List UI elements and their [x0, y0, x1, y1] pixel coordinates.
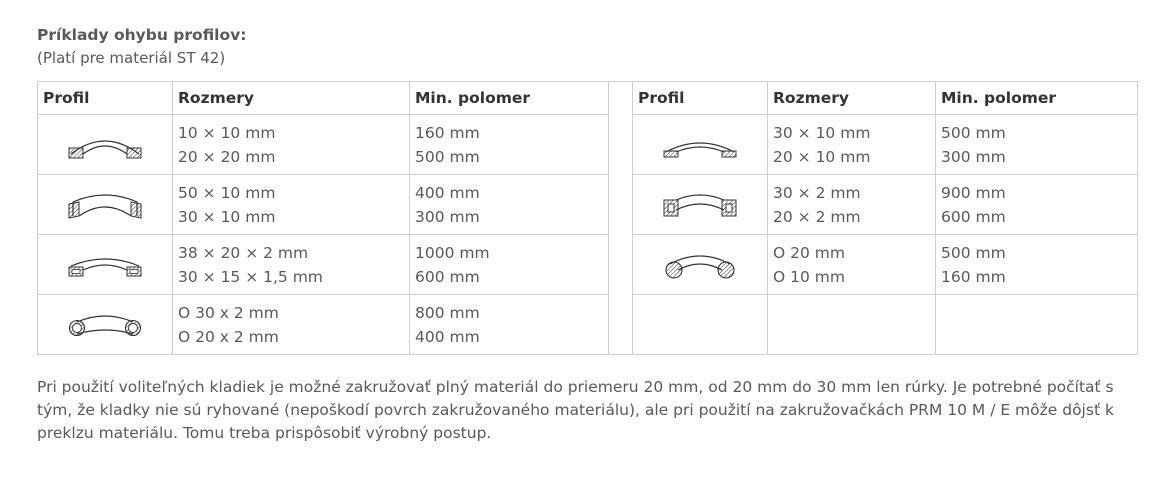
usage-note: Pri použití voliteľných kladiek je možné zakružovať plný materiál do priemeru 20 mm, od 20 mm do 30 mm len rúrky. Je potrebné počítať s tým, že kladky nie sú ryhované (nepoškodí povrch zakružovaného materiálu), ale pri použití na zakružovačkách PRM 10 M / E môže dôjsť k preklzu materiálu. Tomu treba prispôsobiť výrobný postup. [37, 378, 1114, 442]
column-gap [609, 175, 633, 235]
profile-bending-table [37, 81, 1138, 355]
rozmery-cell [173, 235, 410, 295]
profile-cell [633, 175, 768, 235]
polomer-cell [936, 175, 1138, 235]
rozmery-cell [768, 175, 936, 235]
column-gap [609, 235, 633, 295]
polomer-value: 400 mm [415, 183, 480, 202]
rozmery-value: O 10 mm [773, 267, 845, 286]
column-gap [609, 115, 633, 175]
profile-cell [38, 115, 173, 175]
rozmery-value: 38 × 20 × 2 mm [178, 243, 309, 262]
square-tube-profile-icon [662, 190, 738, 220]
section-title: Príklady ohybu profilov: [37, 26, 247, 44]
header-profil-left: Profil [38, 82, 173, 115]
polomer-value: 900 mm [941, 183, 1006, 202]
empty-cell [768, 295, 936, 355]
polomer-cell [410, 115, 609, 175]
polomer-value: 500 mm [941, 123, 1006, 142]
rozmery-value: 30 × 15 × 1,5 mm [178, 267, 323, 286]
table-row [38, 235, 1138, 295]
polomer-value: 500 mm [941, 243, 1006, 262]
rozmery-cell [173, 115, 410, 175]
table-header-row [38, 82, 1138, 115]
rozmery-value: 20 × 20 mm [178, 147, 276, 166]
rozmery-value: 30 × 2 mm [773, 183, 861, 202]
table-row [38, 115, 1138, 175]
flat-bar-profile-icon [67, 190, 143, 220]
rozmery-value: O 30 x 2 mm [178, 303, 279, 322]
column-gap [609, 82, 633, 115]
polomer-value: 500 mm [415, 147, 480, 166]
polomer-cell [410, 295, 609, 355]
rozmery-value: 10 × 10 mm [178, 123, 276, 142]
rozmery-value: 20 × 10 mm [773, 147, 871, 166]
polomer-value: 300 mm [415, 207, 480, 226]
polomer-value: 300 mm [941, 147, 1006, 166]
rozmery-value: 20 × 2 mm [773, 207, 861, 226]
thin-flat-bar-profile-icon [662, 130, 738, 160]
section-subtitle: (Platí pre materiál ST 42) [37, 49, 226, 67]
header-rozmery-right: Rozmery [768, 82, 936, 115]
polomer-cell [936, 235, 1138, 295]
polomer-value: 600 mm [941, 207, 1006, 226]
polomer-value: 160 mm [941, 267, 1006, 286]
empty-cell [936, 295, 1138, 355]
polomer-value: 600 mm [415, 267, 480, 286]
square-bar-profile-icon [67, 130, 143, 160]
polomer-value: 160 mm [415, 123, 480, 142]
profile-cell [38, 295, 173, 355]
rozmery-value: O 20 mm [773, 243, 845, 262]
rozmery-cell [173, 295, 410, 355]
table-row [38, 175, 1138, 235]
profile-cell [38, 175, 173, 235]
header-profil-right: Profil [633, 82, 768, 115]
polomer-value: 1000 mm [415, 243, 490, 262]
header-polomer-right: Min. polomer [936, 82, 1138, 115]
profile-cell [38, 235, 173, 295]
polomer-cell [410, 175, 609, 235]
rozmery-value: 50 × 10 mm [178, 183, 276, 202]
polomer-value: 800 mm [415, 303, 480, 322]
polomer-cell [410, 235, 609, 295]
polomer-value: 400 mm [415, 327, 480, 346]
header-rozmery-left: Rozmery [173, 82, 410, 115]
rozmery-cell [768, 115, 936, 175]
empty-cell [633, 295, 768, 355]
rozmery-value: 30 × 10 mm [178, 207, 276, 226]
round-tube-profile-icon [67, 310, 143, 340]
profile-cell [633, 115, 768, 175]
round-bar-profile-icon [662, 250, 738, 280]
header-polomer-left: Min. polomer [410, 82, 609, 115]
rozmery-cell [173, 175, 410, 235]
column-gap [609, 295, 633, 355]
table-row [38, 295, 1138, 355]
rozmery-value: 30 × 10 mm [773, 123, 871, 142]
polomer-cell [936, 115, 1138, 175]
rectangular-tube-profile-icon [67, 250, 143, 280]
rozmery-cell [768, 235, 936, 295]
rozmery-value: O 20 x 2 mm [178, 327, 279, 346]
profile-cell [633, 235, 768, 295]
